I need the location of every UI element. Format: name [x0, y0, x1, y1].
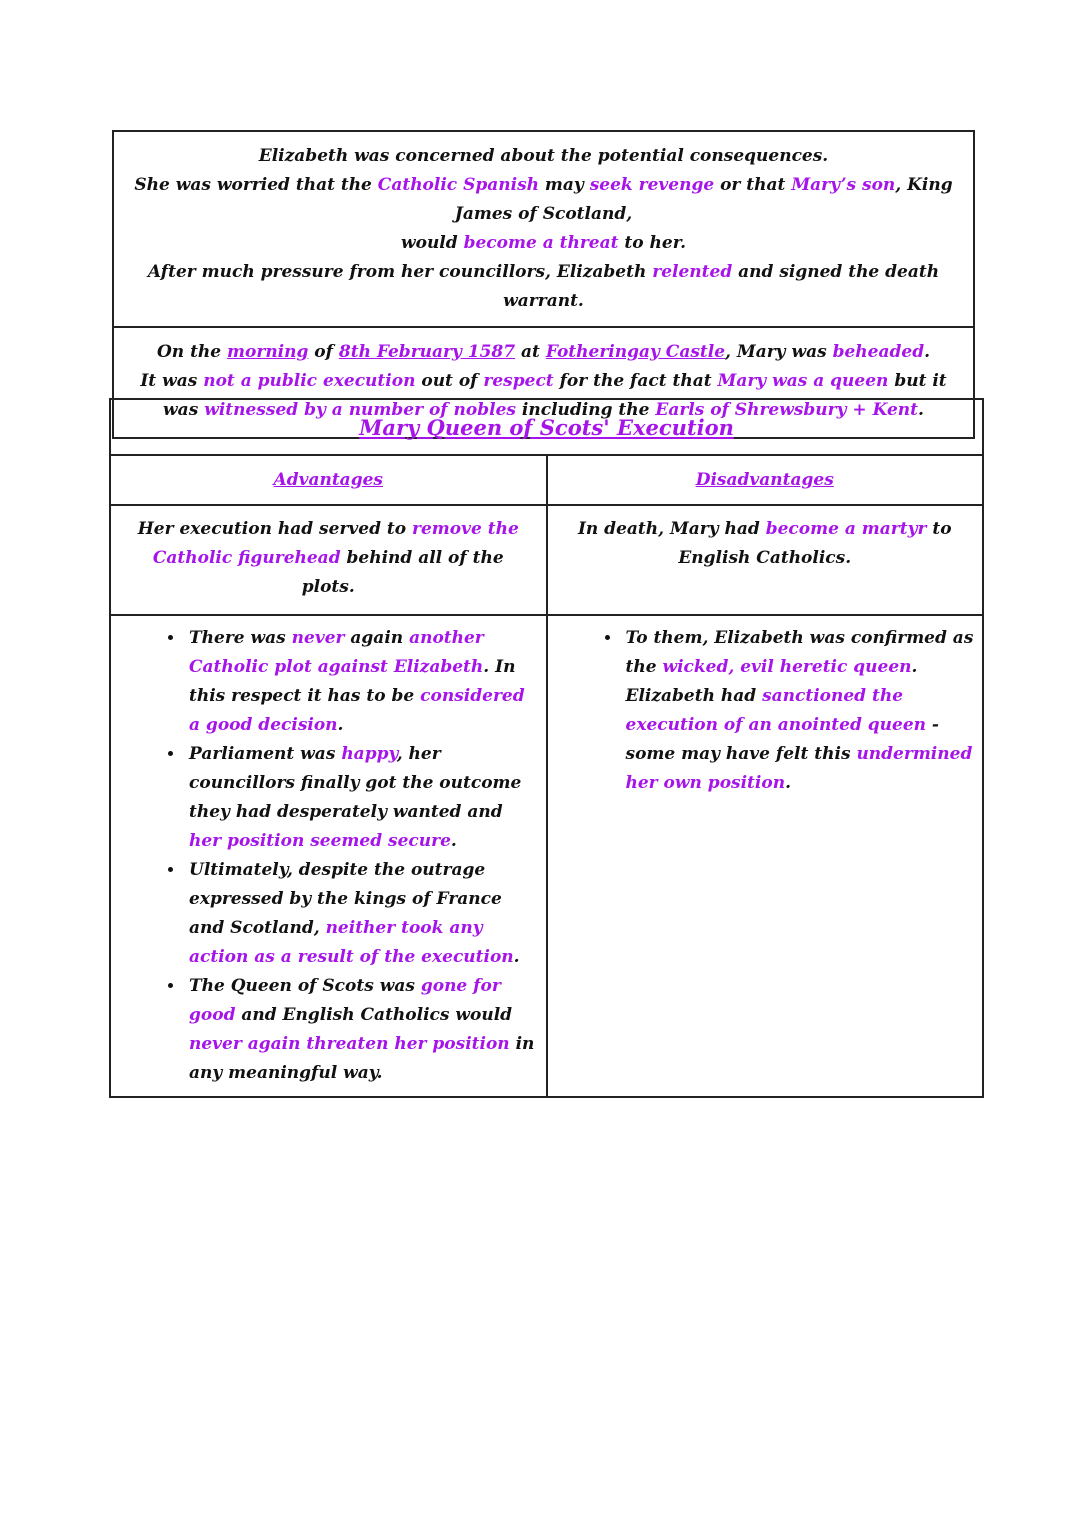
text: It was — [140, 371, 204, 391]
text: in any meaningful way. — [189, 1034, 535, 1083]
highlight: not a public execution — [203, 371, 416, 391]
highlight: Mary was a queen — [717, 371, 889, 391]
advantages-list-cell — [110, 615, 547, 1097]
list-item — [185, 624, 538, 740]
text: She was worried that the — [134, 175, 378, 195]
highlight: respect — [483, 371, 554, 391]
list-item — [622, 624, 975, 798]
text: but it was — [163, 371, 947, 420]
text: The Queen of Scots was — [189, 976, 421, 996]
context-box — [112, 130, 975, 439]
highlight: morning — [227, 342, 309, 362]
text: for the fact that — [553, 371, 718, 391]
text: , King James of Scotland, — [454, 175, 953, 224]
disadvantages-header: Disadvantages — [547, 455, 984, 505]
text: behind all of the plots. — [301, 548, 504, 597]
highlight: Earls of Shrewsbury + Kent — [655, 400, 919, 420]
text: to English Catholics. — [678, 519, 952, 568]
highlight: considered a good decision — [189, 686, 525, 735]
highlight: Catholic Spanish — [377, 175, 540, 195]
highlight: sanctioned the execution of an anointed queen — [625, 686, 927, 735]
text: and signed the death warrant. — [503, 262, 940, 311]
advantages-header: Advantages — [110, 455, 547, 505]
highlight: Mary’s son — [791, 175, 896, 195]
text: again — [344, 628, 410, 648]
text: at — [515, 342, 546, 362]
concern-line-2 — [122, 171, 965, 229]
text: To them, Elizabeth was confirmed as the — [625, 628, 974, 677]
text: - some may have felt this — [625, 715, 939, 764]
text: . — [785, 773, 791, 793]
text: In death, Mary had — [577, 519, 766, 539]
highlight: seek revenge — [589, 175, 715, 195]
text: , her councillors finally got the outcome they had desperately wanted and — [189, 744, 522, 822]
text: would — [400, 233, 464, 253]
text: out of — [415, 371, 484, 391]
text: to her. — [618, 233, 687, 253]
text: may — [539, 175, 590, 195]
list-item — [185, 856, 538, 972]
text: of — [308, 342, 339, 362]
text: or that — [714, 175, 792, 195]
highlight: another Catholic plot against Elizabeth — [189, 628, 484, 677]
disadvantages-summary — [547, 505, 984, 615]
text: . — [918, 400, 924, 420]
highlight: wicked, evil heretic queen — [662, 657, 912, 677]
text: Elizabeth was concerned about the potential consequences. — [258, 146, 829, 166]
list-item — [185, 740, 538, 856]
text: On the — [156, 342, 228, 362]
text: . — [337, 715, 344, 735]
advantages-summary — [110, 505, 547, 615]
highlight: remove the Catholic figurehead — [152, 519, 519, 568]
highlight: beheaded — [832, 342, 925, 362]
text: and English Catholics would — [235, 1005, 513, 1025]
list-item — [185, 972, 538, 1088]
highlight: happy — [341, 744, 397, 764]
highlight: undermined her own position — [625, 744, 973, 793]
highlight: become a threat — [463, 233, 619, 253]
execution-table — [109, 398, 984, 1098]
text: Parliament was — [189, 744, 342, 764]
text: There was — [189, 628, 292, 648]
disadvantages-list — [556, 624, 975, 798]
disadvantages-list-cell — [547, 615, 984, 1097]
highlight: her position seemed secure — [189, 831, 451, 851]
concern-line-1 — [122, 142, 965, 171]
highlight: 8th February 1587 — [338, 342, 516, 362]
highlight: gone for good — [189, 976, 501, 1025]
text: Her execution had served to — [137, 519, 413, 539]
text: . — [924, 342, 931, 362]
text: including the — [515, 400, 656, 420]
highlight: neither took any action as a result of the execution — [189, 918, 514, 967]
text: . In this respect it has to be — [189, 657, 516, 706]
highlight: become a martyr — [765, 519, 927, 539]
highlight: relented — [652, 262, 733, 282]
text: Ultimately, despite the outrage expressed by the kings of France and Scotland, — [189, 860, 502, 938]
text: . — [513, 947, 520, 967]
concern-line-3 — [122, 229, 965, 258]
concern-line-4 — [122, 258, 965, 316]
highlight: never — [291, 628, 345, 648]
text: . Elizabeth had — [625, 657, 918, 706]
highlight: Fotheringay Castle — [545, 342, 726, 362]
table-title: Mary Queen of Scots' Execution — [110, 399, 983, 455]
highlight: never again threaten her position — [189, 1034, 510, 1054]
text: After much pressure from her councillors, Elizabeth — [147, 262, 653, 282]
concern-section — [114, 132, 973, 326]
highlight: witnessed by a number of nobles — [204, 400, 516, 420]
text: . — [450, 831, 457, 851]
text: , Mary was — [725, 342, 833, 362]
advantages-list — [119, 624, 538, 1088]
